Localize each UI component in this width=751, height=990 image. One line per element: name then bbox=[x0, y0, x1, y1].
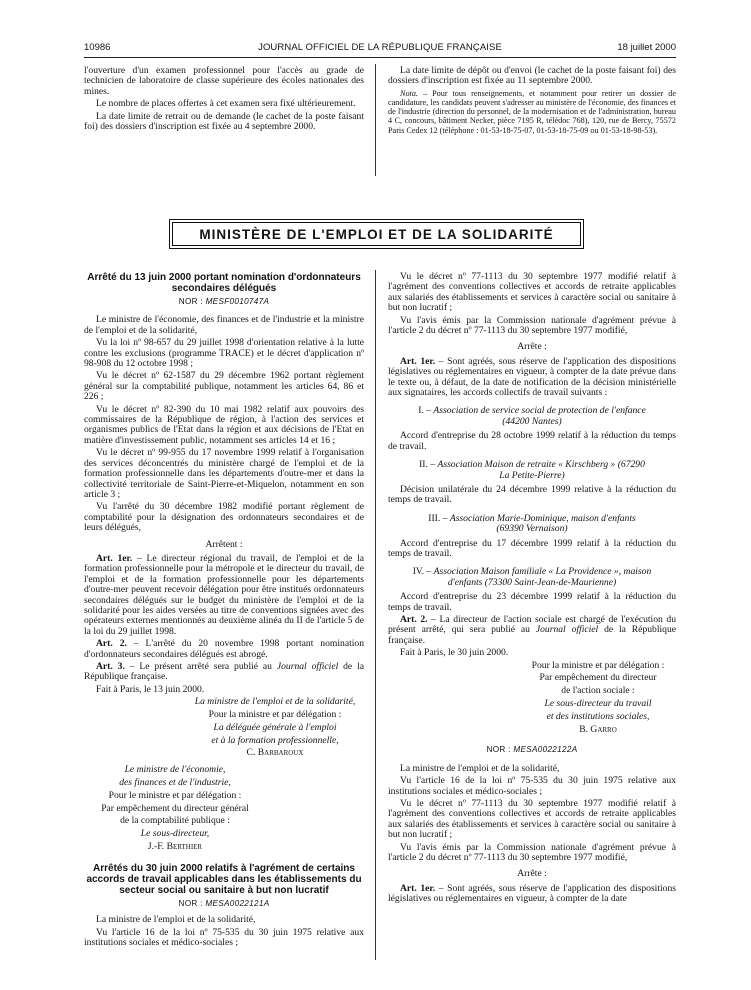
paragraph: Vu le décret nº 77-1113 du 30 septembre 1977 modifié relatif à l'agrément des conventions collectives et accords de retraite applicables aux salariés des établissements et services à caractère social ou sanitaire à but non lucratif ; bbox=[388, 271, 676, 314]
section-number: III. – bbox=[428, 512, 450, 524]
page-header bbox=[84, 42, 676, 56]
signature-line: de la comptabilité publique : bbox=[120, 815, 230, 827]
journal-title: JOURNAL OFFICIEL DE LA RÉPUBLIQUE FRANÇAISE bbox=[258, 42, 502, 53]
article-text: – Sont agréés, sous réserve de l'application des dispositions législatives ou réglementaires en vigueur, à compter de la date bbox=[388, 882, 677, 905]
fait-a-paris: Fait à Paris, le 30 juin 2000. bbox=[400, 647, 509, 659]
paragraph: La ministre de l'emploi et de la solidarité, bbox=[96, 914, 256, 926]
article-label: Art. 1er. bbox=[96, 552, 133, 564]
section-number: IV. – bbox=[412, 566, 434, 578]
nor-label: NOR : bbox=[178, 297, 206, 306]
paragraph: l'ouverture d'un examen professionnel pour l'accès au grade de technicien de laboratoire de classe supérieure des écoles nationales des mines. bbox=[84, 65, 364, 97]
nor-reference bbox=[388, 745, 676, 755]
signature-line: La déléguée générale à l'emploi bbox=[213, 721, 337, 733]
article-1 bbox=[388, 357, 676, 399]
paragraph: Vu l'article 16 de la loi nº 75-535 du 30 juin 1975 relative aux institutions sociales et médico-sociales ; bbox=[84, 926, 364, 948]
signature-line: Le sous-directeur, bbox=[140, 828, 210, 840]
article-text: – Sont agréés, sous réserve de l'application des dispositions législatives ou réglementaires en vigueur, à compter de la date prévue dans le texte ou, à défaut, de la date de notification de la décision ministérielle aux signataires, les accords collectifs de travail suivants : bbox=[388, 355, 677, 399]
fait-a-paris: Fait à Paris, le 13 juin 2000. bbox=[96, 683, 205, 695]
paragraph: Vu le décret nº 77-1113 du 30 septembre 1977 modifié relatif à l'agrément des conventions collectives et accords de retraite applicables aux salariés des établissements et services à caractère social ou sanitaire à but non lucratif ; bbox=[388, 798, 676, 841]
paragraph: Vu le décret nº 99-955 du 17 novembre 1999 relatif à l'organisation des services déconcentrés du ministère chargé de l'emploi et de la formation professionnelle dans les départements d'outre-mer et dans la collectivité territoriale de Saint-Pierre-et-Miquelon, notamment en son article 3 ; bbox=[84, 447, 364, 500]
article-text: de la République française. bbox=[84, 661, 364, 683]
nor-code: MESA0022121A bbox=[205, 898, 270, 908]
paragraph: Le nombre de places offertes à cet examen sera fixé ultérieurement. bbox=[96, 98, 356, 110]
section-title: Association Maison de retraite « Kirschberg » (67290 La Petite-Pierre) bbox=[437, 459, 645, 481]
article-1 bbox=[388, 884, 676, 905]
article-2 bbox=[84, 639, 364, 660]
paragraph: La ministre de l'emploi et de la solidarité, bbox=[400, 762, 560, 774]
journal-name: Journal officiel bbox=[276, 661, 339, 672]
signature-line: et à la formation professionnelle, bbox=[211, 734, 339, 746]
paragraph: Vu l'article 16 de la loi nº 75-535 du 30 juin 1975 relative aux institutions sociales et médico-sociales ; bbox=[388, 775, 676, 797]
article-label: Art. 2. bbox=[96, 638, 127, 650]
paragraph: Vu la loi nº 98-657 du 29 juillet 1998 d'orientation relative à la lutte contre les exclusions (programme TRACE) et le décret d'application nº 98-908 du 12 octobre 1998 ; bbox=[84, 337, 364, 370]
nor-reference bbox=[84, 899, 364, 909]
top-right-column bbox=[388, 66, 676, 137]
ministry-title: MINISTÈRE DE L'EMPLOI ET DE LA SOLIDARITÉ bbox=[199, 226, 554, 242]
signature-line: de l'action sociale : bbox=[561, 685, 635, 697]
signature-line: Pour le ministre et par délégation : bbox=[108, 789, 242, 801]
signature-line: Par empêchement du directeur bbox=[539, 672, 657, 684]
signature-line: Par empêchement du directeur général bbox=[101, 802, 249, 814]
decree-title: Arrêté du 13 juin 2000 portant nomination d'ordonnateurs secondaires délégués bbox=[87, 272, 361, 294]
paragraph: Vu l'arrêté du 30 décembre 1982 modifié portant règlement de comptabilité pour la désignation des ordonnateurs secondaires et de leurs délégués, bbox=[84, 501, 364, 534]
signature-block bbox=[84, 765, 254, 853]
section-number: II. – bbox=[419, 459, 438, 471]
paragraph: Décision unilatérale du 24 décembre 1999 relative à la réduction du temps de travail. bbox=[388, 483, 676, 506]
signature-line: Le sous-directeur du travail bbox=[544, 697, 652, 709]
column-divider bbox=[375, 64, 376, 176]
right-column bbox=[388, 272, 676, 907]
article-label: Art. 1er. bbox=[400, 882, 436, 894]
nor-label: NOR : bbox=[178, 898, 206, 908]
article-label: Art. 3. bbox=[96, 661, 125, 672]
article-3 bbox=[84, 662, 364, 683]
signature-line: et des institutions sociales, bbox=[546, 710, 650, 722]
section-heading bbox=[418, 514, 646, 535]
page-number: 10986 bbox=[84, 42, 111, 53]
section-number: I. – bbox=[418, 405, 434, 417]
paragraph: Le ministre de l'économie, des finances et de l'industrie et la ministre de l'emploi et de la solidarité, bbox=[84, 314, 364, 336]
signatory-name: C. Barbaroux bbox=[246, 747, 304, 759]
left-column bbox=[84, 272, 364, 950]
section-title: Association Marie-Dominique, maison d'enfants (69390 Vernaison) bbox=[449, 512, 636, 535]
arrete: Arrête : bbox=[517, 868, 547, 880]
nota bbox=[388, 89, 676, 135]
decree-title: Arrêtés du 30 juin 2000 relatifs à l'agrément de certains accords de travail applicables dans les établissements du secteur social ou sanitaire à but non lucratif bbox=[86, 862, 362, 896]
paragraph: Vu le décret nº 82-390 du 10 mai 1982 relatif aux pouvoirs des commissaires de la République de région, à l'action des services et organismes publics de l'Etat dans la région et aux décisions de l'Etat en matière d'investissement public, notamment ses articles 14 et 16 ; bbox=[84, 403, 364, 446]
article-label: Art. 2. bbox=[400, 613, 428, 625]
article-1 bbox=[84, 554, 364, 637]
article-label: Art. 1er. bbox=[400, 355, 436, 367]
section-title: Association de service social de protection de l'enfance (44200 Nantes) bbox=[433, 405, 646, 427]
article-2 bbox=[388, 615, 676, 646]
section-title: Association Maison familiale « La Providence », maison d'enfants (73300 Saint-Jean-de-Maurienne) bbox=[433, 566, 652, 588]
article-text: – Le directeur régional du travail, de l'emploi et de la formation professionnelle pour la métropole et le directeur du travail, de l'emploi et de la formation professionnelle pour les départements d'outre-mer peuvent recevoir délégation pour être institués ordonnateurs secondaires délégués sur le budget du ministère de l'emploi et de la solidarité pour les aides versées au titre de conventions signées avec des opérateurs externes mentionnés au deuxième alinéa du II de l'article 5 de la loi du 29 juillet 1998. bbox=[84, 552, 365, 637]
section-heading bbox=[412, 567, 652, 588]
journal-name: Journal officiel bbox=[535, 624, 599, 636]
nor-code: MESA0022122A bbox=[513, 745, 578, 755]
nota-label: Nota. bbox=[400, 88, 418, 98]
header-rule bbox=[84, 57, 676, 58]
signatory-name: J.-F. Berthier bbox=[147, 840, 203, 852]
paragraph: La date limite de dépôt ou d'envoi (le cachet de la poste faisant foi) des dossiers d'inscription est fixée au 11 septembre 2000. bbox=[388, 65, 676, 87]
paragraph: Accord d'entreprise du 28 octobre 1999 relatif à la réduction du temps de travail. bbox=[388, 430, 676, 452]
signature-block bbox=[174, 697, 364, 759]
signature-block bbox=[508, 661, 676, 736]
article-text: – La directeur de l'action sociale est chargé de l'exécution du présent arrêté, qui sera publié au bbox=[388, 613, 677, 636]
column-divider bbox=[375, 270, 376, 960]
arretent: Arrêtent : bbox=[205, 538, 243, 550]
signature-line: Pour la ministre et par délégation : bbox=[208, 709, 342, 721]
paragraph: Accord d'entreprise du 17 décembre 1999 relatif à la réduction du temps de travail. bbox=[388, 537, 676, 559]
paragraph: Vu le décret nº 62-1587 du 29 décembre 1962 portant règlement général sur la comptabilité publique, notamment les articles 64, 86 et 226 ; bbox=[84, 370, 364, 403]
article-text: – L'arrêté du 20 novembre 1998 portant nomination d'ordonnateurs secondaires délégués est abrogé. bbox=[84, 638, 365, 660]
nor-reference bbox=[84, 297, 364, 307]
section-heading bbox=[418, 460, 646, 481]
paragraph: Accord d'entreprise du 23 décembre 1999 relatif à la réduction du temps de travail. bbox=[388, 591, 676, 613]
nota-text: – Pour tous renseignements, et notamment pour retirer un dossier de candidature, les candidats peuvent s'adresser au ministère de l'économie, des finances et de l'industrie (direction du personnel, de la modernisation et de l'administration, bureau 4 C, concours, bâtiment Necker, pièce 7195 R, télédoc 768), 120, rue de Bercy, 75572 Paris Cedex 12 (téléphone : 01-53-18-75-07, 01-53-18-75-09 ou 01-53-18-98-53). bbox=[388, 88, 676, 135]
issue-date: 18 juillet 2000 bbox=[617, 42, 676, 53]
ministry-banner bbox=[172, 222, 581, 246]
signature-line: Pour la ministre et par délégation : bbox=[531, 659, 665, 671]
top-left-column bbox=[84, 66, 364, 134]
signature-line: La ministre de l'emploi et de la solidarité, bbox=[194, 696, 356, 708]
arrete: Arrête : bbox=[517, 341, 547, 353]
paragraph: Vu l'avis émis par la Commission nationale d'agrément prévue à l'article 2 du décret nº 77-1113 du 30 septembre 1977 modifié, bbox=[388, 841, 676, 864]
signature-line: Le ministre de l'économie, bbox=[124, 764, 226, 776]
article-text: – Le présent arrêté sera publié au bbox=[124, 661, 277, 672]
section-heading bbox=[418, 406, 646, 427]
paragraph: La date limite de retrait ou de demande (le cachet de la poste faisant foi) des dossiers d'inscription est fixée au 4 septembre 2000. bbox=[84, 110, 364, 133]
article-text: de la République française. bbox=[388, 624, 677, 646]
nor-code: MESF0010747A bbox=[205, 297, 270, 306]
nor-label: NOR : bbox=[486, 745, 514, 755]
signature-line: des finances et de l'industrie, bbox=[119, 777, 231, 788]
signatory-name: B. Garro bbox=[579, 723, 617, 735]
paragraph: Vu l'avis émis par la Commission nationale d'agrément prévue à l'article 2 du décret nº 77-1113 du 30 septembre 1977 modifié, bbox=[388, 314, 676, 337]
